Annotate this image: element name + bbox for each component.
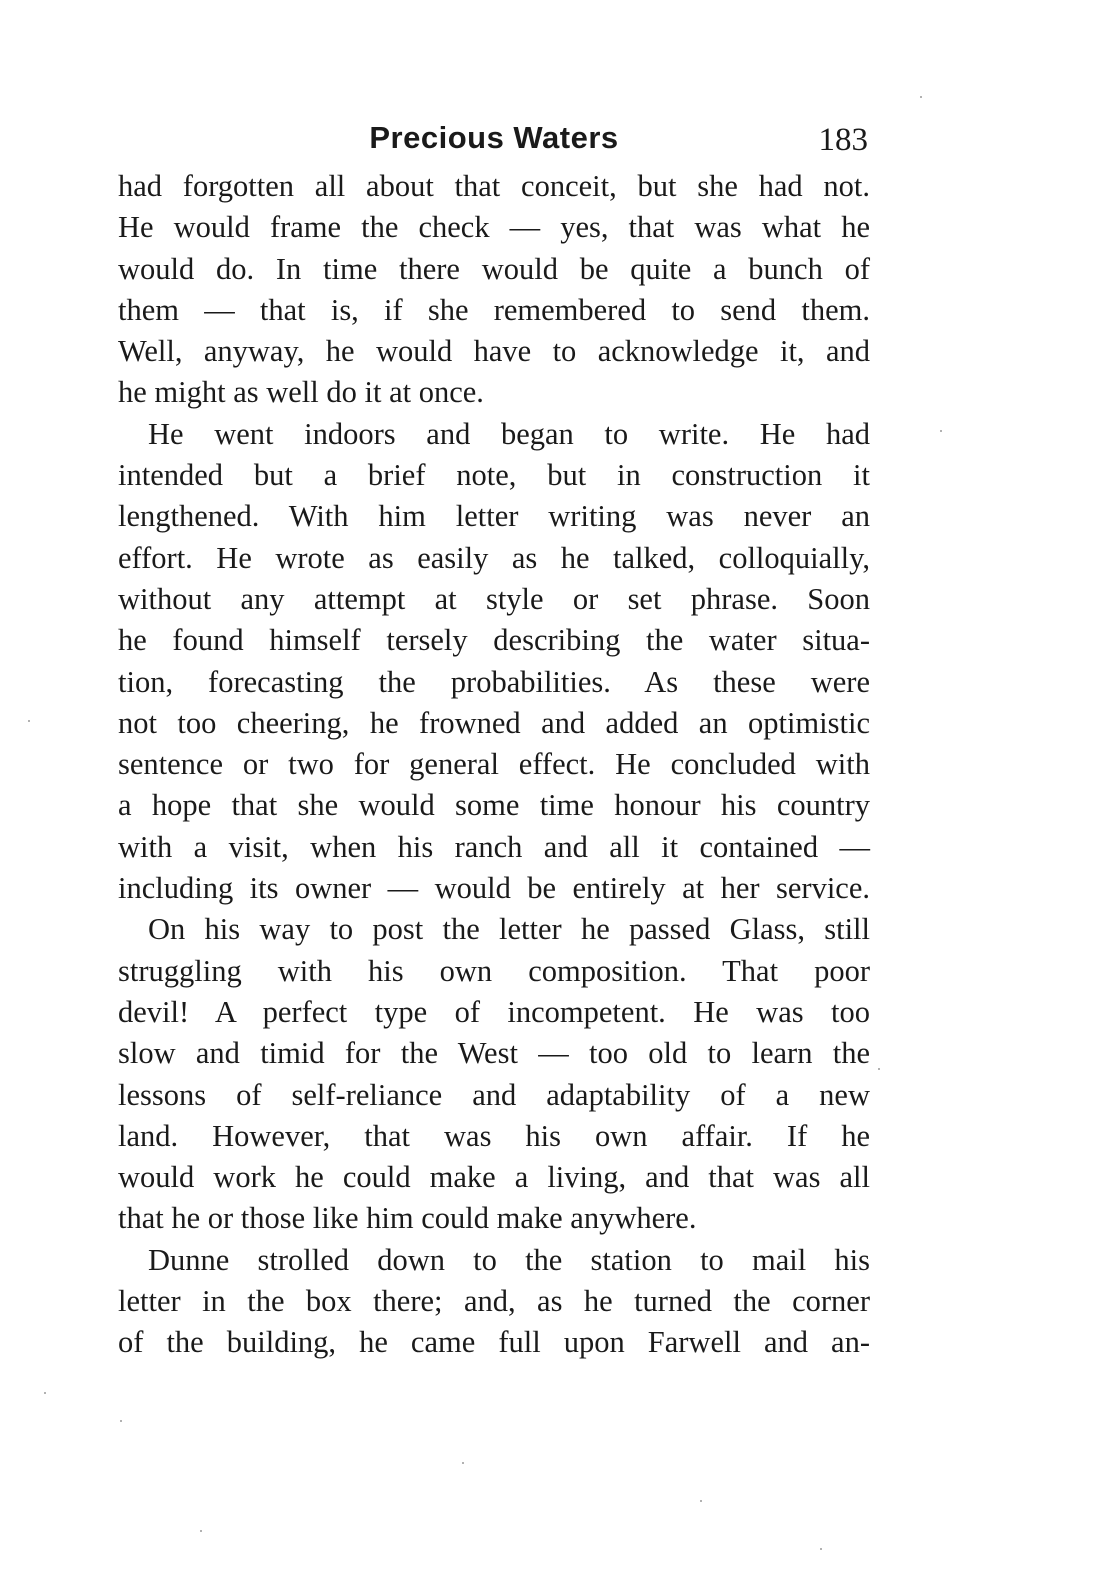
paragraph	[118, 166, 870, 414]
text-line: On his way to post the letter he passed Glass, still	[148, 912, 870, 947]
text-line: Well, anyway, he would have to acknowledge it, and	[118, 334, 870, 369]
text-line: Dunne strolled down to the station to mail his	[148, 1242, 870, 1277]
text-line: lessons of self-reliance and adaptability of a new	[118, 1077, 870, 1112]
text-line: of the building, he came full upon Farwell and an-	[118, 1325, 870, 1360]
text-line: tion, forecasting the probabilities. As these were	[118, 664, 870, 699]
paragraph	[118, 1240, 870, 1364]
text-line: He went indoors and began to write. He had	[148, 416, 870, 451]
text-line: including its owner — would be entirely at her service.	[118, 871, 870, 906]
text-line: not too cheering, he frowned and added an optimistic	[118, 705, 870, 740]
text-line: slow and timid for the West — too old to learn the	[118, 1036, 870, 1071]
text-line: that he or those like him could make anywhere.	[118, 1201, 697, 1236]
text-line: He would frame the check — yes, that was what he	[118, 210, 870, 245]
body-text	[118, 166, 870, 1364]
text-line: without any attempt at style or set phrase. Soon	[118, 581, 870, 616]
paragraph	[118, 909, 870, 1239]
text-line: with a visit, when his ranch and all it contained —	[118, 829, 870, 864]
text-line: lengthened. With him letter writing was never an	[118, 499, 870, 534]
text-line: a hope that she would some time honour his country	[118, 788, 870, 823]
text-line: had forgotten all about that conceit, but she had not.	[118, 169, 870, 203]
paragraph	[118, 414, 870, 910]
text-line: struggling with his own composition. That poor	[118, 953, 870, 988]
text-line: them — that is, if she remembered to send them.	[118, 292, 870, 327]
page-content	[118, 118, 870, 1364]
text-line: letter in the box there; and, as he turned the corner	[118, 1284, 870, 1319]
text-line: intended but a brief note, but in construction it	[118, 458, 870, 493]
text-line: would do. In time there would be quite a bunch of	[118, 251, 870, 286]
text-line: he might as well do it at once.	[118, 375, 484, 410]
text-line: land. However, that was his own affair. If he	[118, 1118, 870, 1153]
text-line: sentence or two for general effect. He concluded with	[118, 747, 870, 782]
page-title: Precious Waters	[369, 120, 619, 155]
text-line: devil! A perfect type of incompetent. He was too	[118, 994, 870, 1029]
text-line: effort. He wrote as easily as he talked, colloquially,	[118, 540, 870, 575]
text-line: would work he could make a living, and that was all	[118, 1160, 870, 1195]
running-head	[118, 118, 870, 166]
text-line: he found himself tersely describing the water situa-	[118, 623, 870, 658]
page-number: 183	[818, 122, 868, 158]
